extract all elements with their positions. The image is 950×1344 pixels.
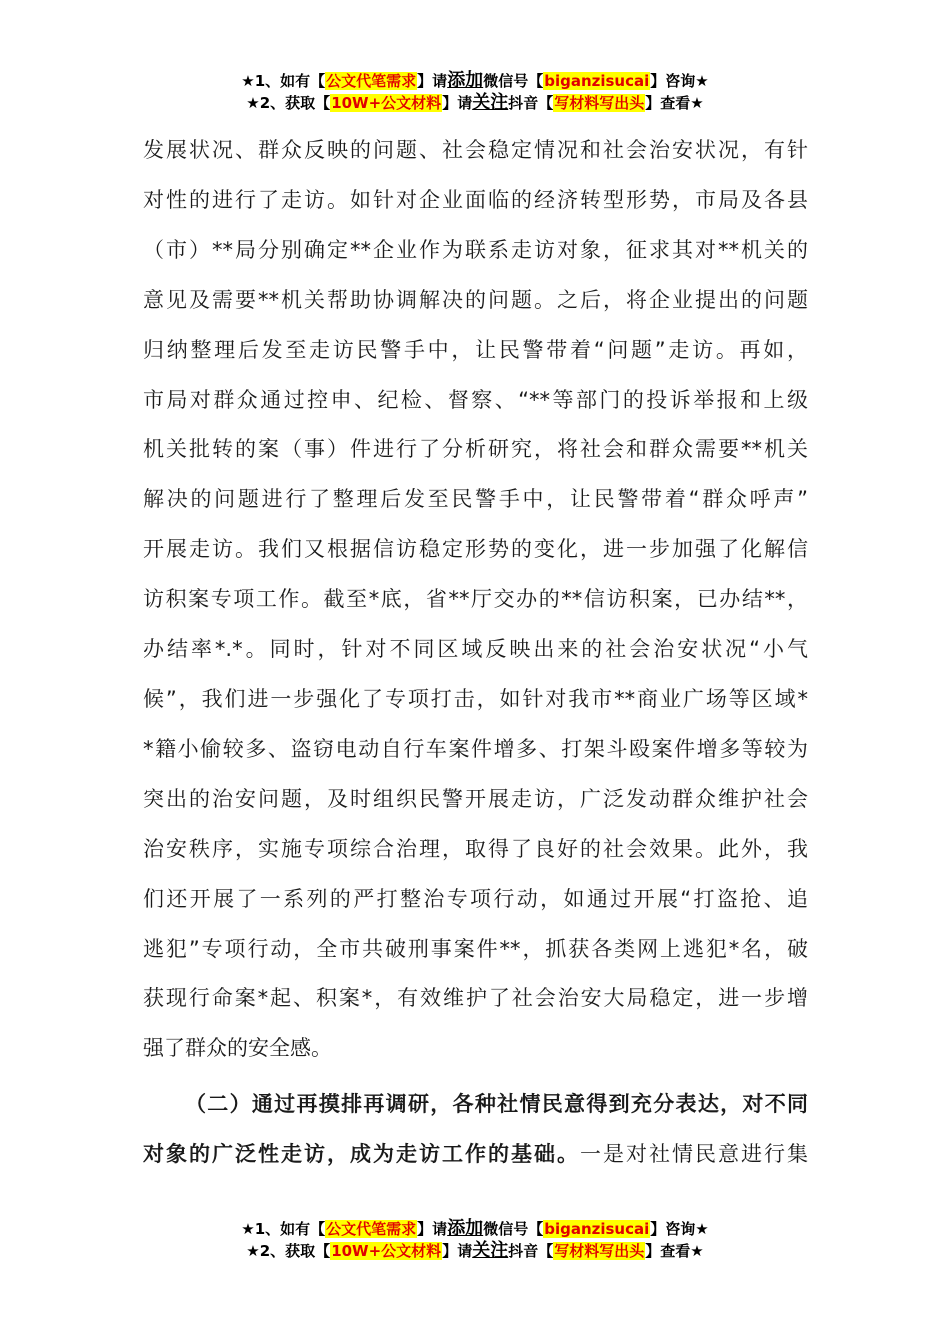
section-heading-cont: 对象的广泛性走访，成为走访工作的基础。 — [143, 1141, 580, 1166]
banner-highlight: biganzisucai — [544, 72, 650, 90]
body-line: *籍小偷较多、盗窃电动自行车案件增多、打架斗殴案件增多等较为 — [143, 736, 808, 761]
body-line: 候”，我们进一步强化了专项打击，如针对我市**商业广场等区域* — [143, 686, 808, 711]
body-line: 对性的进行了走访。如针对企业面临的经济转型形势，市局及各县 — [143, 187, 808, 212]
body-line: 市局对群众通过控申、纪检、督察、“**等部门的投诉举报和上级 — [143, 387, 808, 412]
section-two-paragraph — [143, 1080, 808, 1180]
body-line: 机关批转的案（事）件进行了分析研究，将社会和群众需要**机关 — [143, 437, 808, 462]
body-line: 访积案专项工作。截至*底，省**厅交办的**信访积案，已办结**， — [143, 587, 808, 612]
banner-highlight: 公文代笔需求 — [326, 1220, 417, 1238]
banner-highlight: 写材料写出头 — [554, 1242, 645, 1260]
body-line: （市）**局分别确定**企业作为联系走访对象，征求其对**机关的 — [143, 237, 808, 262]
body-line: 获现行命案*起、积案*，有效维护了社会治安大局稳定，进一步增 — [143, 986, 808, 1011]
header-banner — [0, 70, 950, 114]
banner-line-2: ★2、获取【10W+公文材料】请关注抖音【写材料写出头】查看★ — [246, 92, 704, 113]
banner-highlight: biganzisucai — [544, 1220, 650, 1238]
body-line: 强了群众的安全感。 — [143, 1036, 332, 1061]
section-line-2 — [143, 1130, 808, 1180]
body-paragraph — [143, 126, 808, 1074]
body-line: 开展走访。我们又根据信访稳定形势的变化，进一步加强了化解信 — [143, 537, 808, 562]
banner-highlight: 写材料写出头 — [554, 94, 645, 112]
banner-highlight: 10W+公文材料 — [331, 1242, 442, 1260]
banner-highlight: 10W+公文材料 — [331, 94, 442, 112]
section-heading: （二）通过再摸排再调研，各种社情民意得到充分表达，对不同 — [185, 1092, 808, 1116]
body-line: 发展状况、群众反映的问题、社会稳定情况和社会治安状况，有针 — [143, 138, 808, 162]
banner-line-1: ★1、如有【公文代笔需求】请添加微信号【biganzisucai】咨询★ — [241, 70, 709, 91]
document-body — [143, 126, 808, 1074]
body-line: 突出的治安问题，及时组织民警开展走访，广泛发动群众维护社会 — [143, 786, 808, 811]
body-line: 治安秩序，实施专项综合治理，取得了良好的社会效果。此外，我 — [143, 836, 808, 861]
footer-banner — [0, 1218, 950, 1262]
body-line: 们还开展了一系列的严打整治专项行动，如通过开展“打盗抢、追 — [143, 886, 808, 911]
banner-highlight: 公文代笔需求 — [326, 72, 417, 90]
section-body-text: 一是对社情民意进行集 — [580, 1141, 808, 1166]
body-line: 解决的问题进行了整理后发至民警手中，让民警带着“群众呼声” — [143, 487, 808, 512]
body-line: 归纳整理后发至走访民警手中，让民警带着“问题”走访。再如， — [143, 337, 808, 362]
body-line: 办结率*.*。同时，针对不同区域反映出来的社会治安状况“小气 — [143, 637, 808, 662]
body-line: 意见及需要**机关帮助协调解决的问题。之后，将企业提出的问题 — [143, 287, 808, 312]
banner-line-1: ★1、如有【公文代笔需求】请添加微信号【biganzisucai】咨询★ — [241, 1218, 709, 1239]
banner-line-2: ★2、获取【10W+公文材料】请关注抖音【写材料写出头】查看★ — [246, 1240, 704, 1261]
body-line: 逃犯”专项行动，全市共破刑事案件**，抓获各类网上逃犯*名，破 — [143, 936, 808, 961]
